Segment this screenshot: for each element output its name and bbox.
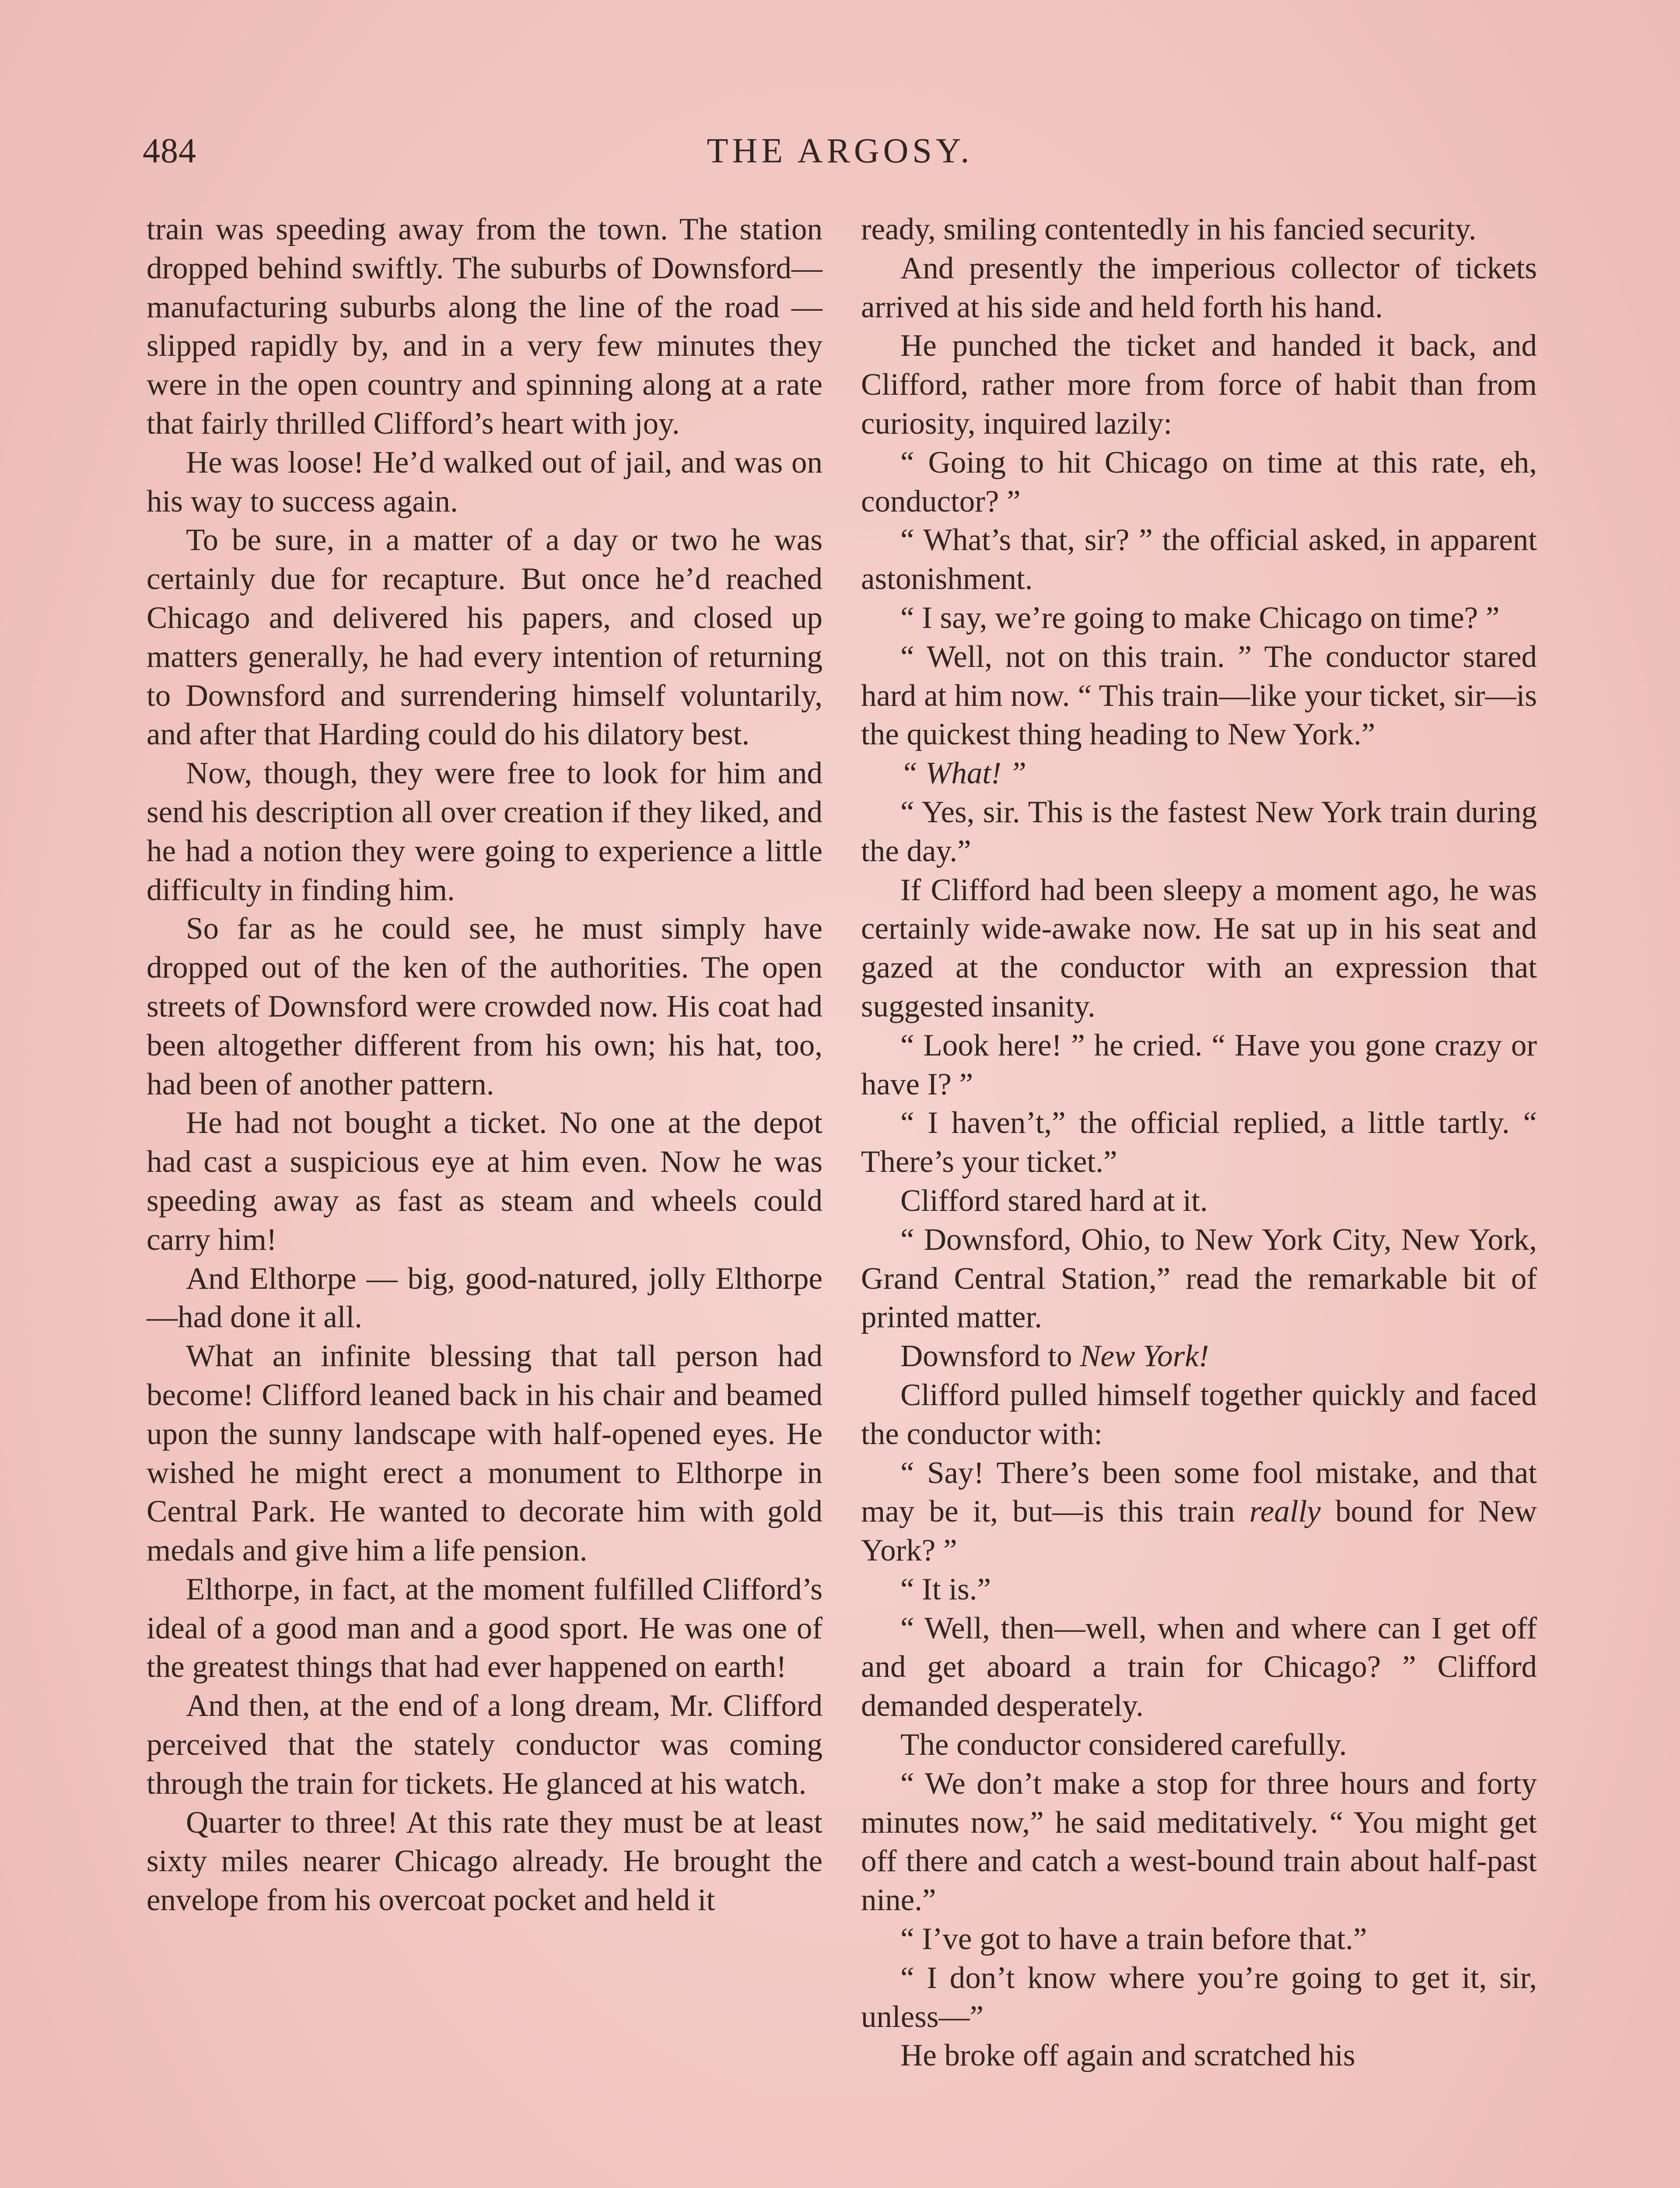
text-run: And then, at the end of a long dream, Mr. Clifford perceived that the stately conductor was coming through the train for tickets. He glanced at his watch. xyxy=(147,1689,822,1801)
left-text-column xyxy=(147,210,822,1920)
paragraph xyxy=(147,521,822,754)
paragraph xyxy=(861,1026,1537,1104)
paragraph xyxy=(861,326,1537,443)
paragraph xyxy=(861,871,1537,1026)
text-run: “ I haven’t,” the official replied, a little tartly. “ There’s your ticket.” xyxy=(861,1106,1537,1179)
text-run: “ Well, then—well, when and where can I get off and get aboard a train for Chicago? ” Clifford demanded desperately. xyxy=(861,1611,1537,1723)
paragraph xyxy=(147,210,822,443)
text-run: “ Going to hit Chicago on time at this rate, eh, conductor? ” xyxy=(861,445,1537,519)
text-run: If Clifford had been sleepy a moment ago, he was certainly wide-awake now. He sat up in his seat and gazed at the conductor with an expression that suggested insanity. xyxy=(861,873,1537,1024)
paragraph xyxy=(861,1454,1537,1570)
italic-text: really xyxy=(1249,1494,1321,1529)
paragraph xyxy=(861,1920,1537,1959)
text-run: And Elthorpe — big, good-natured, jolly Elthorpe—had done it all. xyxy=(147,1261,822,1335)
paragraph xyxy=(861,1182,1537,1220)
paragraph xyxy=(861,599,1537,638)
text-run: “ Well, not on this train. ” The conductor stared hard at him now. “ This train—like your ticket, sir—is the quickest thing heading to New York.” xyxy=(861,639,1537,752)
text-run: Now, though, they were free to look for him and send his description all over creation if they liked, and he had a notion they were going to experience a little difficulty in finding him. xyxy=(147,756,822,907)
paragraph xyxy=(861,210,1537,249)
text-run: And presently the imperious collector of tickets arrived at his side and held forth his hand. xyxy=(861,251,1537,324)
paragraph xyxy=(147,754,822,909)
paragraph xyxy=(147,909,822,1104)
paragraph xyxy=(861,1959,1537,2037)
paragraph xyxy=(861,249,1537,327)
paragraph xyxy=(861,638,1537,754)
text-run: He had not bought a ticket. No one at the depot had cast a suspicious eye at him even. Now he was speeding away as fast as steam and wheels could carry him! xyxy=(147,1106,822,1257)
paragraph xyxy=(861,1337,1537,1376)
paragraph xyxy=(147,1337,822,1570)
paragraph xyxy=(861,2036,1537,2075)
paragraph xyxy=(147,1687,822,1803)
paragraph xyxy=(861,1376,1537,1454)
paragraph xyxy=(861,1570,1537,1609)
italic-text: New York! xyxy=(1080,1339,1209,1374)
text-run: Quarter to three! At this rate they must be at least sixty miles nearer Chicago already. He brought the envelope from his overcoat pocket and held it xyxy=(147,1805,822,1918)
paragraph xyxy=(861,443,1537,521)
italic-text: “ What! ” xyxy=(900,756,1026,791)
text-run: bound for New York? ” xyxy=(861,1494,1537,1568)
text-run: To be sure, in a matter of a day or two he was certainly due for recapture. But once he’d reached Chicago and delivered his papers, and closed up matters generally, he had every intention of returning to Downsford and surrendering himself voluntarily, and after that Harding could do his dilatory best. xyxy=(147,523,822,752)
paragraph xyxy=(861,754,1537,793)
paragraph xyxy=(147,1803,822,1920)
paragraph xyxy=(861,1220,1537,1337)
paragraph xyxy=(147,1104,822,1259)
text-run: “ I don’t know where you’re going to get it, sir, unless—” xyxy=(861,1960,1537,2034)
text-run: “ Yes, sir. This is the fastest New York train during the day.” xyxy=(861,795,1537,868)
text-run: Elthorpe, in fact, at the moment fulfilled Clifford’s ideal of a good man and a good sport. He was one of the greatest things that had ever happened on earth! xyxy=(147,1572,822,1684)
paragraph xyxy=(147,1259,822,1337)
text-run: So far as he could see, he must simply have dropped out of the ken of the authorities. The open streets of Downsford were crowded now. His coat had been altogether different from his own; his hat, too, had been of another pattern. xyxy=(147,912,822,1101)
text-run: “ What’s that, sir? ” the official asked, in apparent astonishment. xyxy=(861,523,1537,596)
text-run: train was speeding away from the town. The station dropped behind swiftly. The suburbs of Downsford—manufacturing suburbs along the line of the road —slipped rapidly by, and in a very few minutes they were in the open country and spinning along at a rate that fairly thrilled Clifford’s heart with joy. xyxy=(147,212,822,441)
paragraph xyxy=(147,443,822,521)
text-run: “ We don’t make a stop for three hours and forty minutes now,” he said meditatively. “ You might get off there and catch a west-bound train about half-past nine.” xyxy=(861,1766,1537,1918)
text-run: What an infinite blessing that tall person had become! Clifford leaned back in his chair and beamed upon the sunny landscape with half-opened eyes. He wished he might erect a monument to Elthorpe in Central Park. He wanted to decorate him with gold medals and give him a life pension. xyxy=(147,1339,822,1568)
text-run: He was loose! He’d walked out of jail, and was on his way to success again. xyxy=(147,445,822,519)
text-run: “ It is.” xyxy=(900,1572,991,1606)
text-run: ready, smiling contentedly in his fancied security. xyxy=(861,212,1477,246)
running-title: THE ARGOSY. xyxy=(707,132,973,170)
paragraph xyxy=(861,1725,1537,1764)
paragraph xyxy=(147,1570,822,1687)
text-run: Clifford stared hard at it. xyxy=(900,1183,1208,1218)
page-number: 484 xyxy=(143,132,196,170)
text-run: Clifford pulled himself together quickly and faced the conductor with: xyxy=(861,1378,1537,1451)
text-run: “ I’ve got to have a train before that.” xyxy=(900,1922,1367,1957)
paragraph xyxy=(861,1764,1537,1920)
text-run: “ I say, we’re going to make Chicago on time? ” xyxy=(900,600,1500,635)
paragraph xyxy=(861,793,1537,871)
text-run: “ Look here! ” he cried. “ Have you gone crazy or have I? ” xyxy=(861,1028,1537,1101)
text-run: He punched the ticket and handed it back, and Clifford, rather more from force of habit than from curiosity, inquired lazily: xyxy=(861,329,1537,441)
text-run: “ Downsford, Ohio, to New York City, New York, Grand Central Station,” read the remarkable bit of printed matter. xyxy=(861,1222,1537,1335)
paragraph xyxy=(861,521,1537,599)
text-run: The conductor considered carefully. xyxy=(900,1728,1347,1762)
text-run: He broke off again and scratched his xyxy=(900,2038,1355,2073)
text-run: Downsford to xyxy=(900,1339,1080,1374)
text-run: “ Say! There’s been some fool mistake, and that may be it, but—is this train xyxy=(861,1455,1537,1529)
right-text-column xyxy=(861,210,1537,2075)
page-header xyxy=(143,131,1537,179)
paragraph xyxy=(861,1104,1537,1182)
paragraph xyxy=(861,1609,1537,1725)
